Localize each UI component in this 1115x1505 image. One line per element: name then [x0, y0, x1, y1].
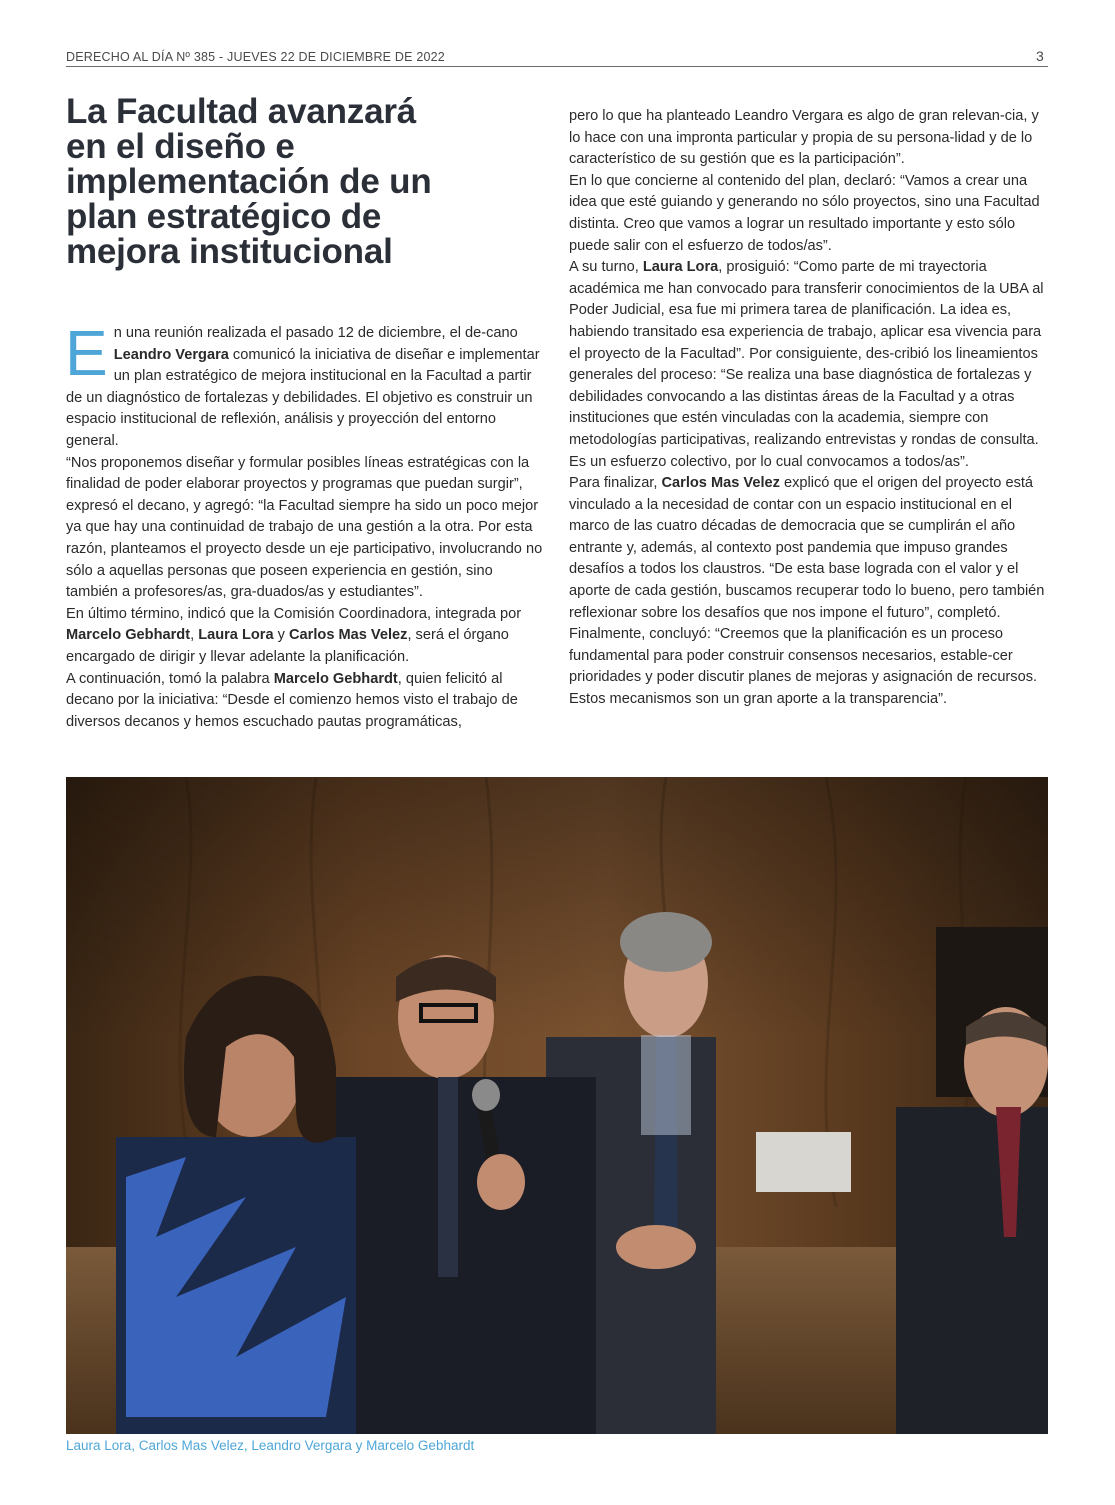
- text-run: , prosiguió: “Como parte de mi trayectoria académica me han convocado para transferir conocimientos de la UBA al Poder Judicial, esa fue mi primera tarea de planificación. La idea es, habiendo transitado esa experiencia de trabajo, aplicar esa vivencia para el proyecto de la Facultad”. Por consiguiente, des-cribió los lineamientos generales del proceso: “Se realiza una base diagnóstica de fortalezas y debilidades convocando a las distintas áreas de la Facultad y a otras instituciones que estén vinculadas con la academia, siempre con metodologías participativas, realizando entrevistas y rondas de consulta. Es un esfuerzo colectivo, por lo cual convocamos a todos/as”.: [569, 259, 1044, 470]
- paragraph: [569, 257, 1051, 473]
- person-name: Carlos Mas Velez: [661, 475, 780, 492]
- headline-line: plan estratégico de: [66, 197, 382, 236]
- person-name: Leandro Vergara: [113, 346, 229, 363]
- text-run: ,: [190, 627, 199, 644]
- paragraph: [65, 317, 548, 453]
- page-number: 3: [1036, 48, 1044, 64]
- headline-line: en el diseño e: [66, 127, 295, 166]
- article-column-1: [65, 317, 548, 733]
- article-column-2: [569, 106, 1051, 711]
- text-run: y: [273, 627, 290, 644]
- person-name: Marcelo Gebhardt: [66, 627, 191, 644]
- publication-line: DERECHO AL DÍA Nº 385 - JUEVES 22 DE DICIEMBRE DE 2022: [66, 50, 445, 64]
- article-photo: [66, 777, 1048, 1434]
- text-run: , quien felicitó al decano por la iniciativa: “Desde el comienzo hemos visto el trabajo de diversos decanos y hemos escuchado pautas programáticas,: [66, 670, 518, 730]
- headline-line: mejora institucional: [66, 232, 393, 271]
- text-run: comunicó la iniciativa de diseñar e implementar un plan estratégico de mejora institucional en la Facultad a partir de un diagnóstico de fortalezas y debilidades. El objetivo es construir un espacio institucional de reflexión, análisis y proyección del entorno general.: [66, 346, 540, 449]
- drop-cap: E: [65, 317, 108, 389]
- photo-caption: Laura Lora, Carlos Mas Velez, Leandro Vergara y Marcelo Gebhardt: [66, 1438, 475, 1453]
- text-run: En último término, indicó que la Comisión Coordinadora, integrada por: [66, 605, 522, 622]
- person-name: Laura Lora: [642, 259, 719, 276]
- photo-illustration: [66, 777, 1048, 1434]
- paragraph: [569, 473, 1051, 624]
- page-header: [66, 49, 1048, 67]
- person-name: Carlos Mas Velez: [289, 627, 408, 644]
- headline-line: La Facultad avanzará: [66, 92, 417, 131]
- headline-line: implementación de un: [66, 162, 432, 201]
- text-run: explicó que el origen del proyecto está vinculado a la necesidad de contar con un espacio institucional en el marco de las cuatro décadas de democracia que se cumplirán el año entrante y, además, al contexto post pandemia que impuso grandes desafíos a todos los claustros. “De esta base lograda con el valor y el aporte de cada gestión, buscamos recuperar todo lo bueno, pero también reflexionar sobre los desafíos que nos impone el futuro”, completó.: [569, 475, 1045, 621]
- text-run: A su turno,: [569, 259, 643, 276]
- paragraph: En lo que concierne al contenido del plan, declaró: “Vamos a crear una idea que esté guiando y generando no sólo proyectos, sino una Facultad distinta. Creo que vamos a lograr un resultado importante y esto sólo puede salir con el esfuerzo de todos/as”.: [569, 172, 1040, 254]
- person-name: Laura Lora: [198, 627, 274, 644]
- printer: [756, 1132, 851, 1192]
- paragraph: “Nos proponemos diseñar y formular posibles líneas estratégicas con la finalidad de poder elaborar proyectos y programas que puedan surgir”, expresó el decano, y agregó: “la Facultad siempre ha sido un poco mejor ya que hay una continuidad de trabajo de una gestión a la otra. Por esta razón, planteamos el proyecto desde un eje participativo, involucrando no sólo a aquellas personas que poseen experiencia en gestión, sino también a profesores/as, gra-duados/as y estudiantes”.: [66, 454, 543, 601]
- paragraph: pero lo que ha planteado Leandro Vergara es algo de gran relevan-cia, y lo hace con una impronta particular y propia de su persona-lidad y de lo característico de su gestión que es la participación”.: [569, 108, 1039, 168]
- text-run: Para finalizar,: [569, 475, 662, 492]
- article-headline: [66, 94, 536, 269]
- text-run: n una reunión realizada el pasado 12 de diciembre, el de-cano: [113, 325, 518, 341]
- paragraph: [66, 604, 548, 669]
- paragraph: [66, 669, 548, 734]
- text-run: , será el órgano encargado de dirigir y llevar adelante la planificación.: [66, 627, 509, 665]
- person-name: Marcelo Gebhardt: [273, 670, 398, 687]
- paragraph: Finalmente, concluyó: “Creemos que la planificación es un proceso fundamental para poder construir consensos necesarios, estable-cer prioridades y poder discutir planes de mejoras y asignación de recursos. Estos mecanismos son un gran aporte a la transparencia”.: [569, 626, 1038, 708]
- text-run: A continuación, tomó la palabra: [66, 670, 274, 687]
